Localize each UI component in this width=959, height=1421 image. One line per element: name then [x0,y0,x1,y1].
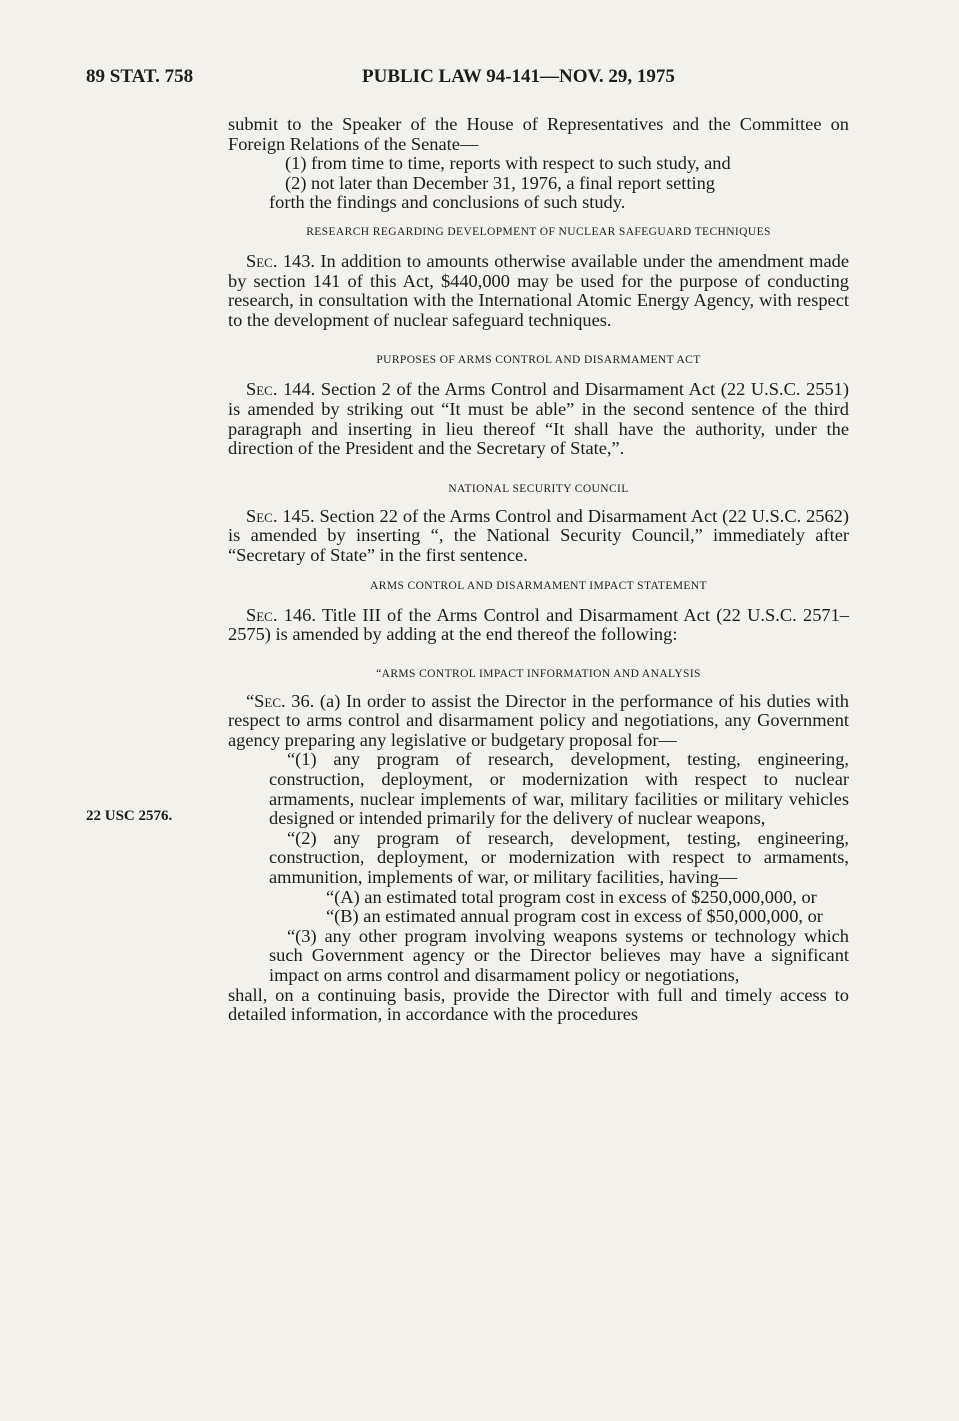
section-145-text: 145. Section 22 of the Arms Control and Disarmament Act (22 U.S.C. 2562) is amended by inserting “, the National Security Council,” immediately after “Secretary of State” in the first sentence. [228,505,849,565]
intro-item-2-cont: forth the findings and conclusions of such study. [269,192,626,213]
sec-label: Sec. [246,250,278,271]
closing-paragraph: shall, on a continuing basis, provide the Director with full and timely access to detailed information, in accordance with the procedures [228,984,849,1025]
section-heading-144: PURPOSES OF ARMS CONTROL AND DISARMAMENT ACT [376,354,701,367]
margin-note-usc: 22 USC 2576. [86,808,173,824]
section-143 [228,252,849,330]
intro-paragraph: submit to the Speaker of the House of Representatives and the Committee on Foreign Relations of the Senate— [228,114,849,154]
section-146 [228,606,849,645]
section-144-text: 144. Section 2 of the Arms Control and Disarmament Act (22 U.S.C. 2551) is amended by striking out “It must be able” in the second sentence of the third paragraph and inserting in lieu thereof “It shall have the authority, under the direction of the President and the Secretary of State,”. [228,379,849,459]
section-heading-146: ARMS CONTROL AND DISARMAMENT IMPACT STATEMENT [370,579,707,592]
item-1: “(1) any program of research, development, testing, engineering, construction, deployment, or modernization with respect to nuclear armaments, nuclear implements of war, military facilities or military vehicles designed or intended primarily for the delivery of nuclear weapons, [269,749,849,829]
section-heading-145: NATIONAL SECURITY COUNCIL [448,482,629,495]
sec-label: Sec. [246,604,278,625]
section-143-text: 143. In addition to amounts otherwise available under the amendment made by section 141 of this Act, $440,000 may be used for the purpose of conducting research, in consultation with the International Atomic Energy Agency, with respect to the development of nuclear safeguard techniques. [228,250,850,330]
intro-item-1: (1) from time to time, reports with respect to such study, and [285,153,731,174]
item-2: “(2) any program of research, development, testing, engineering, construction, deployment, or modernization with respect to armaments, ammunition, implements of war, or military facilities, having— [269,827,849,888]
statute-page-number: 89 STAT. 758 [86,66,194,87]
section-146-text: 146. Title III of the Arms Control and Disarmament Act (22 U.S.C. 2571–2575) is amended by adding at the end thereof the following: [228,604,849,645]
sec-label: “Sec. [246,690,286,711]
page-header [0,66,959,90]
public-law-title: PUBLIC LAW 94-141—NOV. 29, 1975 [362,66,675,87]
section-heading-36: “ARMS CONTROL IMPACT INFORMATION AND ANALYSIS [376,667,701,680]
sec-label: Sec. [246,505,278,526]
section-36-text: 36. (a) In order to assist the Director in the performance of his duties with respect to arms control and disarmament policy and negotiations, any Government agency preparing any legislative or budgetary proposal for— [228,690,850,750]
body-text [228,115,849,1025]
item-2a: “(A) an estimated total program cost in excess of $250,000,000, or [326,886,817,907]
section-145 [228,507,849,566]
section-36 [228,692,849,751]
section-144 [228,380,849,458]
sec-label: Sec. [246,379,278,400]
item-2b: “(B) an estimated annual program cost in excess of $50,000,000, or [326,906,823,927]
section-heading-143: RESEARCH REGARDING DEVELOPMENT OF NUCLEAR SAFEGUARD TECHNIQUES [306,225,771,238]
item-3: “(3) any other program involving weapons systems or technology which such Government agency or the Director believes may have a significant impact on arms control and disarmament policy or negotiations, [269,925,849,985]
intro-item-2: (2) not later than December 31, 1976, a final report setting [285,172,715,193]
